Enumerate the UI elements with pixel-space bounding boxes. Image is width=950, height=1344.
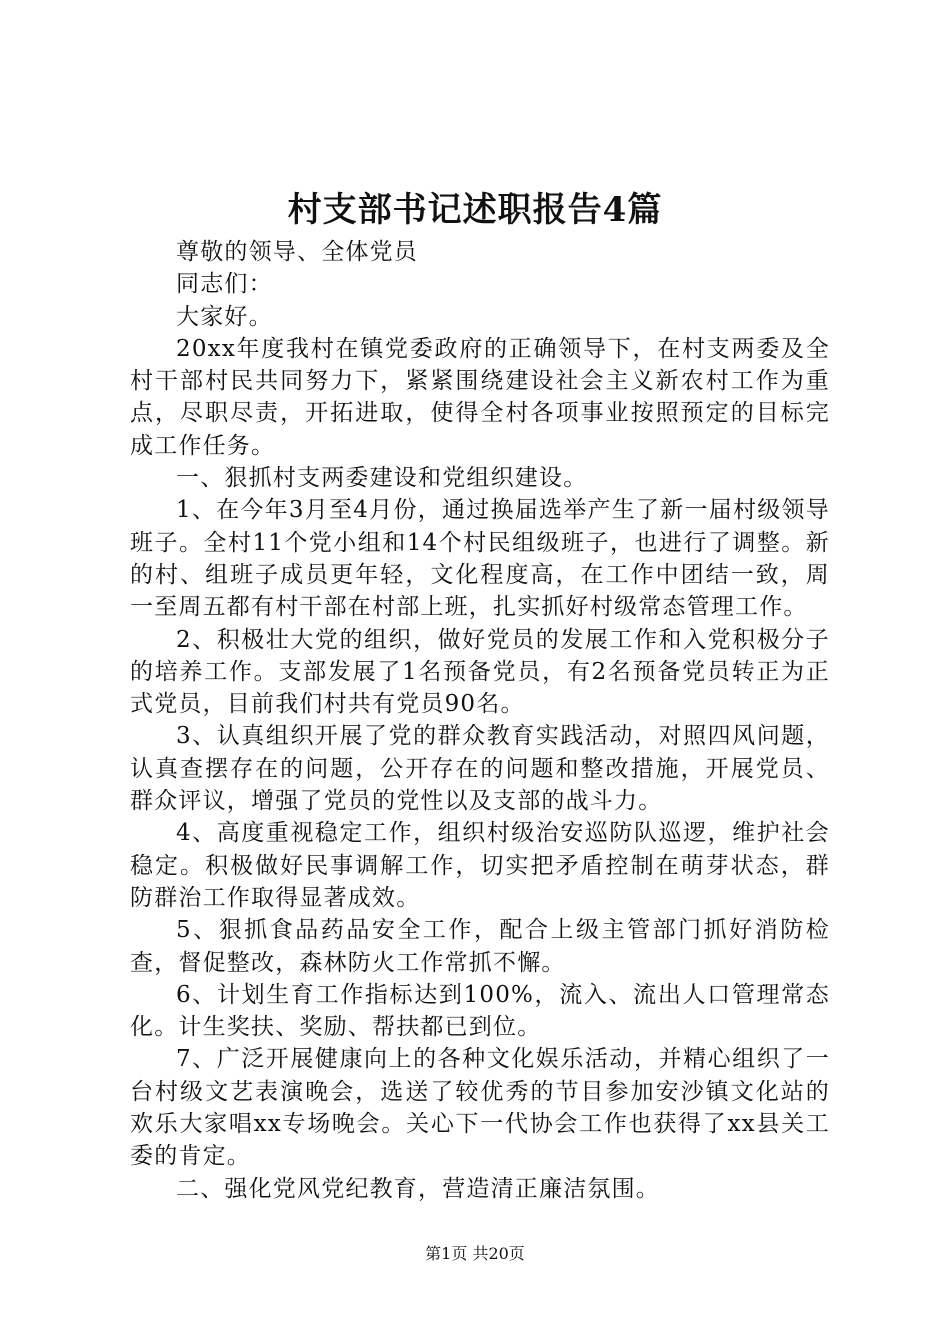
body-paragraph: 7、广泛开展健康向上的各种文化娱乐活动，并精心组织了一台村级文艺表演晚会，选送了较优秀的节目参加安沙镇文化站的欢乐大家唱xx专场晚会。关心下一代协会工作也获得了xx县关工委的肯定。	[130, 1046, 830, 1170]
body-paragraph: 2、积极壮大党的组织，做好党员的发展工作和入党积极分子的培养工作。支部发展了1名预备党员，有2名预备党员转正为正式党员，目前我们村共有党员90名。	[130, 626, 830, 718]
section-heading: 一、狠抓村支两委建设和党组织建设。	[176, 465, 588, 492]
salutation-line: 尊敬的领导、全体党员	[176, 239, 418, 265]
salutation-line: 同志们：	[176, 271, 273, 298]
section-heading: 二、强化党风党纪教育，营造清正廉洁氛围。	[176, 1175, 660, 1202]
greeting-line: 大家好。	[176, 303, 273, 330]
body-paragraph: 4、高度重视稳定工作，组织村级治安巡防队巡逻，维护社会稳定。积极做好民事调解工作，切实把矛盾控制在萌芽状态，群防群治工作取得显著成效。	[130, 820, 830, 911]
page-footer: 第1页 共20页	[425, 1244, 525, 1263]
body-paragraph: 3、认真组织开展了党的群众教育实践活动，对照四风问题，认真查摆存在的问题，公开存在的问题和整改措施，开展党员、群众评议，增强了党员的党性以及支部的战斗力。	[130, 723, 830, 815]
body-paragraph: 1、在今年3月至4月份，通过换届选举产生了新一届村级领导班子。全村11个党小组和14个村民组级班子，也进行了调整。新的村、组班子成员更年轻，文化程度高，在工作中团结一致，周一至周五都有村干部在村部上班，扎实抓好村级常态管理工作。	[130, 497, 830, 621]
document-title: 村支部书记述职报告4篇	[287, 190, 663, 230]
document-body	[130, 236, 830, 1205]
body-paragraph: 5、狠抓食品药品安全工作，配合上级主管部门抓好消防检查，督促整改，森林防火工作常抓不懈。	[130, 917, 830, 976]
body-paragraph: 6、计划生育工作指标达到100%，流入、流出人口管理常态化。计生奖扶、奖励、帮扶都已到位。	[130, 981, 830, 1041]
intro-paragraph: 20xx年度我村在镇党委政府的正确领导下，在村支两委及全村干部村民共同努力下，紧紧围绕建设社会主义新农村工作为重点，尽职尽责，开拓进取，使得全村各项事业按照预定的目标完成工作任务。	[130, 335, 830, 459]
